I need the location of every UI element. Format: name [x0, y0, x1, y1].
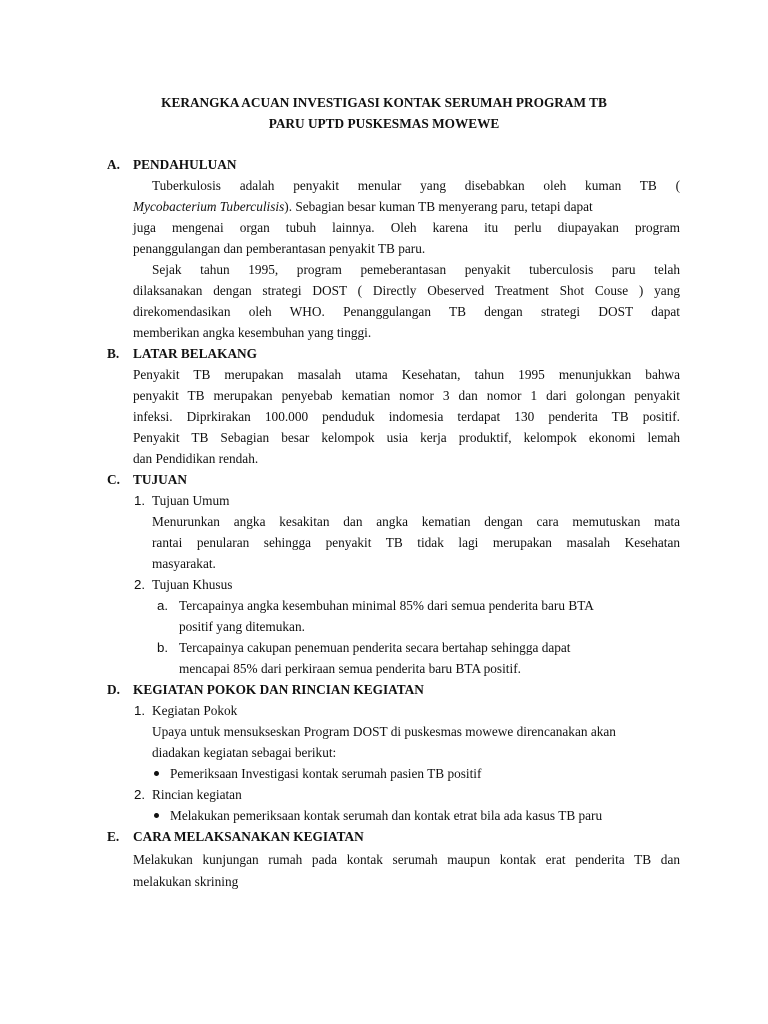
section-d-item-1-bullet: Pemeriksaan Investigasi kontak serumah pasien TB positif [170, 766, 482, 781]
section-c-sub-b-label: b. [157, 640, 169, 655]
section-d-heading: KEGIATAN POKOK DAN RINCIAN KEGIATAN [133, 682, 424, 697]
section-a-letter: A. [107, 157, 120, 172]
section-b-letter: B. [107, 346, 120, 361]
section-a-p1-line-2 [133, 196, 680, 217]
section-c-sub-a-label: a. [157, 598, 169, 613]
section-d-letter: D. [107, 682, 120, 697]
section-e-line-2: melakukan skrining [133, 874, 239, 889]
section-c-letter: C. [107, 472, 120, 487]
section-d-item-2-number: 2. [134, 787, 146, 802]
section-c-heading: TUJUAN [133, 472, 187, 487]
section-c-sub-b-line-1: Tercapainya cakupan penemuan penderita secara bertahap sehingga dapat [179, 640, 571, 655]
section-a-p1-line-4: penanggulangan dan pemberantasan penyakit TB paru. [133, 241, 426, 256]
bullet-icon [154, 771, 159, 776]
doc-title-line-2: PARU UPTD PUSKESMAS MOWEWE [268, 116, 500, 131]
section-a-p2-line-3: direkomendasikan oleh WHO. Penanggulangan TB dengan strategi DOST dapat [133, 304, 680, 319]
doc-title-line-1: KERANGKA ACUAN INVESTIGASI KONTAK SERUMAH PROGRAM TB [161, 95, 607, 110]
section-a-p1-line-1: Tuberkulosis adalah penyakit menular yang disebabkan oleh kuman TB ( [152, 178, 680, 193]
section-b-line-5: dan Pendidikan rendah. [133, 451, 259, 466]
section-b-line-3: infeksi. Diprkirakan 100.000 penduduk indomesia terdapat 130 penderita TB positif. [133, 409, 680, 424]
section-e-heading: CARA MELAKSANAKAN KEGIATAN [133, 829, 364, 844]
section-a-p1-line-2-text: ). Sebagian besar kuman TB menyerang paru, tetapi dapat [284, 199, 593, 214]
section-a-heading: PENDAHULUAN [133, 157, 237, 172]
section-c-item-1-title: Tujuan Umum [152, 493, 230, 508]
section-d-item-1-title: Kegiatan Pokok [152, 703, 238, 718]
section-a-p2-line-2: dilaksanakan dengan strategi DOST ( Directly Obeserved Treatment Shot Couse ) yang [133, 283, 680, 298]
section-e-line-1: Melakukan kunjungan rumah pada kontak serumah maupun kontak erat penderita TB dan [133, 852, 680, 867]
section-c-sub-b-line-2: mencapai 85% dari perkiraan semua penderita baru BTA positif. [179, 661, 521, 676]
section-c-item-1-line-2: rantai penularan sehingga penyakit TB tidak lagi merupakan masalah Kesehatan [152, 535, 680, 550]
section-c-item-2-number: 2. [134, 577, 146, 592]
section-b-line-2: penyakit TB merupakan penyebab kematian nomor 3 dan nomor 1 dari golongan penyakit [133, 388, 680, 403]
section-a-p2-line-4: memberikan angka kesembuhan yang tinggi. [133, 325, 372, 340]
bullet-icon [154, 813, 159, 818]
species-name: Mycobacterium Tuberculisis [133, 199, 285, 214]
section-c-item-1-line-1: Menurunkan angka kesakitan dan angka kematian dengan cara memutuskan mata [152, 514, 680, 529]
section-e-letter: E. [107, 829, 120, 844]
section-d-item-2-bullet: Melakukan pemeriksaan kontak serumah dan kontak etrat bila ada kasus TB paru [170, 808, 603, 823]
section-c-sub-a-line-1: Tercapainya angka kesembuhan minimal 85% dari semua penderita baru BTA [179, 598, 594, 613]
section-c-item-1-number: 1. [134, 493, 146, 508]
section-a-p2-line-1: Sejak tahun 1995, program pemeberantasan penyakit tuberculosis paru telah [152, 262, 680, 277]
section-d-item-1-line-2: diadakan kegiatan sebagai berikut: [152, 745, 337, 760]
section-c-item-1-line-3: masyarakat. [152, 556, 216, 571]
section-b-line-4: Penyakit TB Sebagian besar kelompok usia kerja produktif, kelompok ekonomi lemah [133, 430, 680, 445]
section-c-sub-a-line-2: positif yang ditemukan. [179, 619, 305, 634]
section-c-item-2-title: Tujuan Khusus [152, 577, 233, 592]
section-d-item-1-line-1: Upaya untuk mensukseskan Program DOST di puskesmas mowewe direncanakan akan [152, 724, 616, 739]
section-b-heading: LATAR BELAKANG [133, 346, 257, 361]
section-d-item-2-title: Rincian kegiatan [152, 787, 242, 802]
section-d-item-1-number: 1. [134, 703, 146, 718]
section-a-p1-line-3: juga mengenai organ tubuh lainnya. Oleh karena itu perlu diupayakan program [133, 220, 680, 235]
section-b-line-1: Penyakit TB merupakan masalah utama Kesehatan, tahun 1995 menunjukkan bahwa [133, 367, 680, 382]
